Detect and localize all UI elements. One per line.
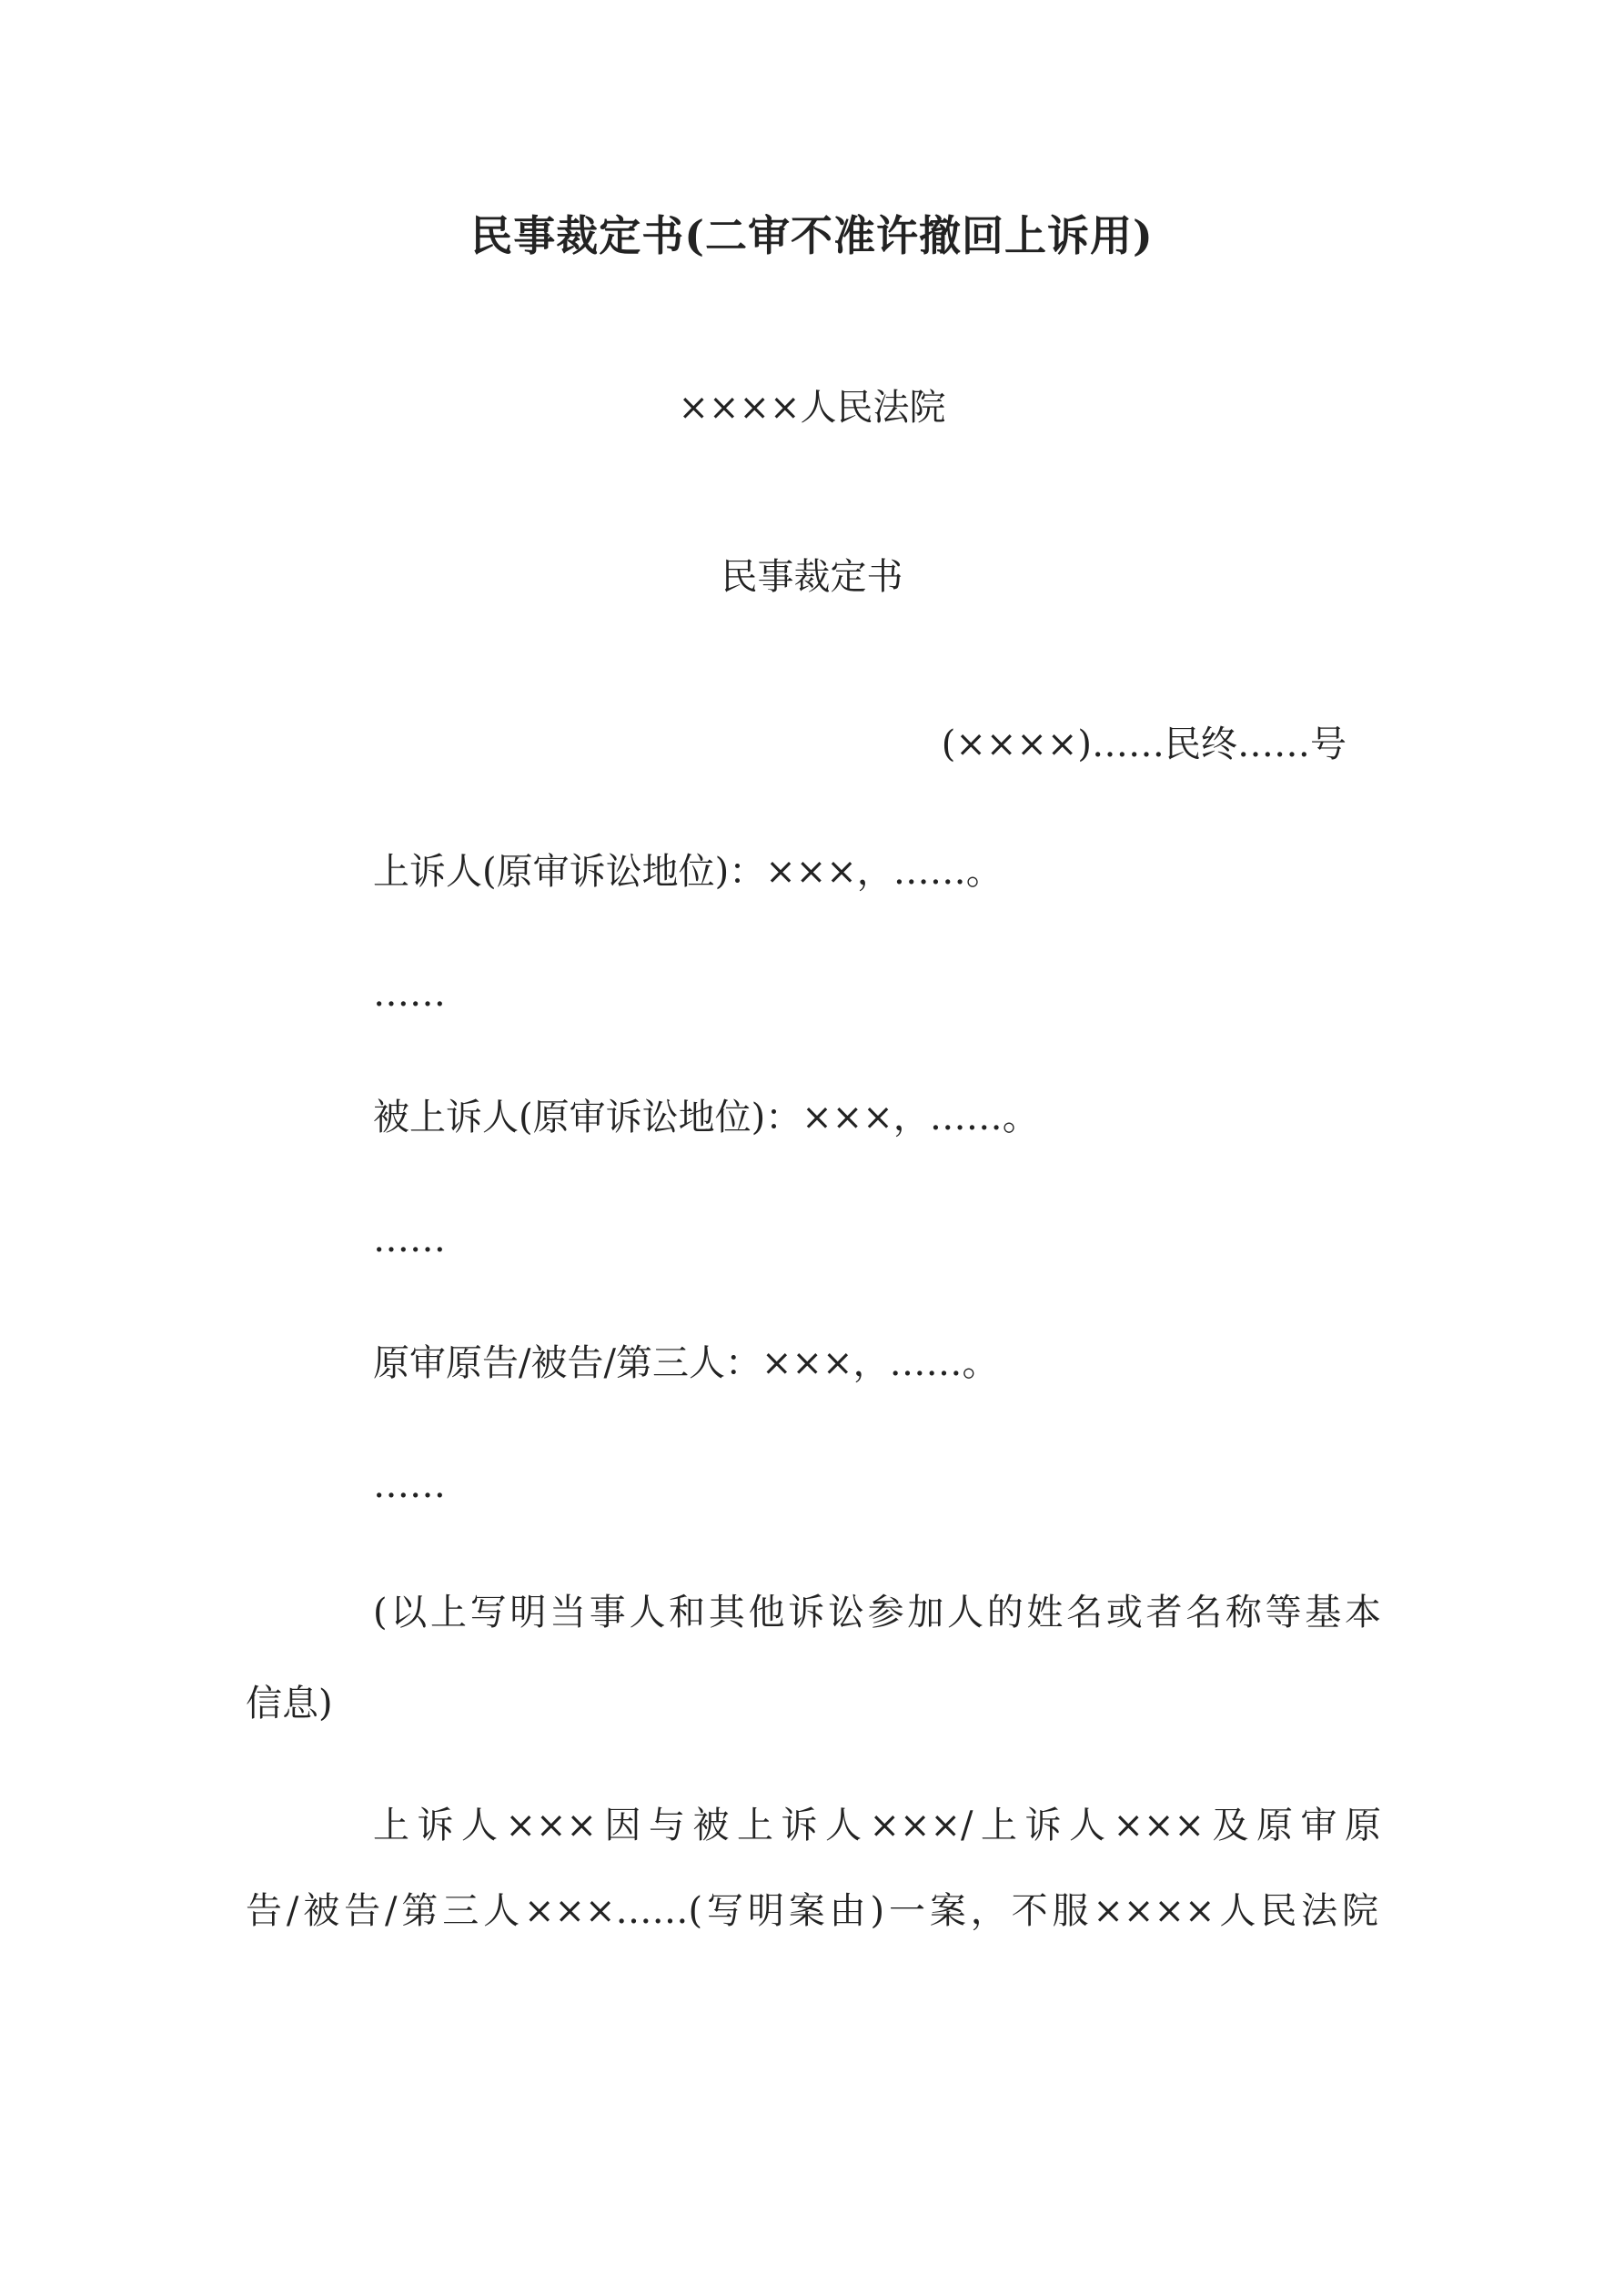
body-line-2: 告/被告/第三人×××……(写明案由)一案，不服××××人民法院 bbox=[246, 1890, 1378, 1932]
case-number: (××××)……民终……号 bbox=[941, 723, 1347, 765]
note-line-1: (以上写明当事人和其他诉讼参加人的姓名或者名称等基本 bbox=[373, 1592, 1381, 1633]
note-line-2: 信息) bbox=[246, 1683, 333, 1725]
original-party-line: 原审原告/被告/第三人：×××，……。 bbox=[373, 1342, 999, 1384]
appellee-ellipsis: …… bbox=[373, 1219, 446, 1260]
appellee-line: 被上诉人(原审诉讼地位)：×××，……。 bbox=[373, 1097, 1039, 1138]
original-party-ellipsis: …… bbox=[373, 1464, 446, 1506]
body-line-1: 上诉人×××因与被上诉人×××/上诉人×××及原审原 bbox=[373, 1805, 1381, 1846]
document-type-heading: 民事裁定书 bbox=[721, 556, 903, 598]
court-name: ××××人民法院 bbox=[678, 387, 946, 429]
appellant-line: 上诉人(原审诉讼地位)：×××，……。 bbox=[373, 851, 1003, 893]
appellant-ellipsis: …… bbox=[373, 973, 446, 1015]
document-title: 民事裁定书(二审不准许撤回上诉用) bbox=[470, 211, 1154, 260]
